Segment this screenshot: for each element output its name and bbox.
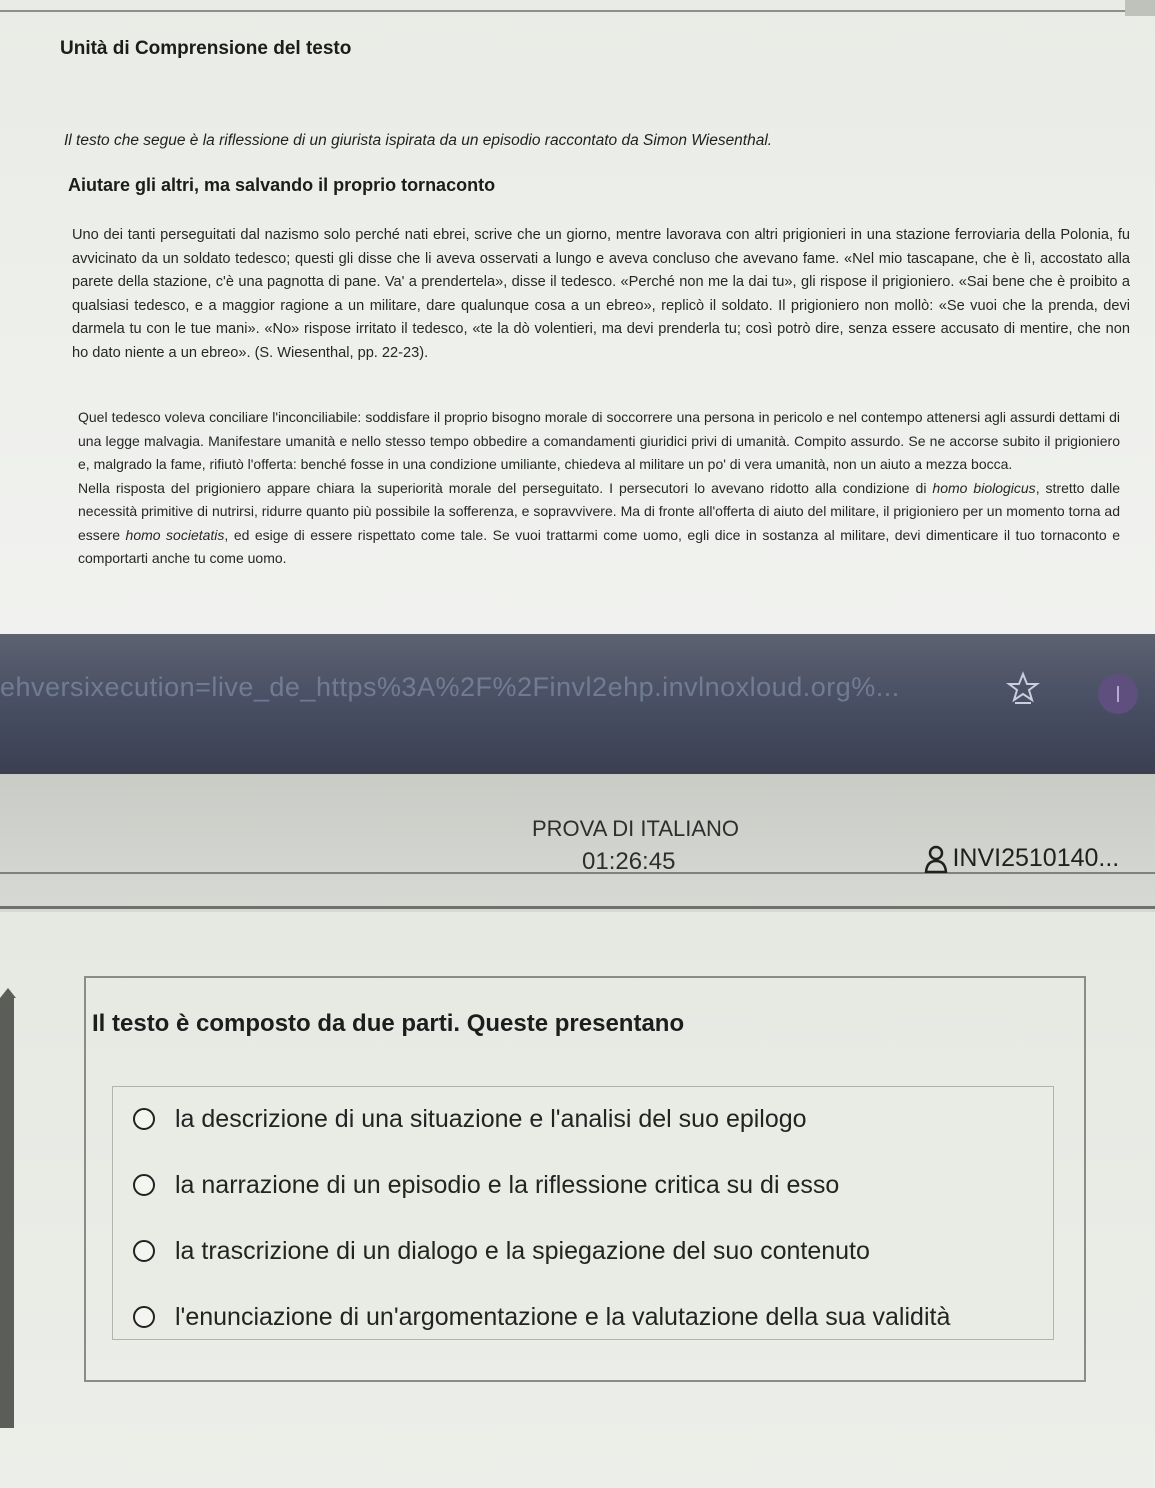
radio-button-icon[interactable] [133,1240,155,1262]
passage-screen [0,0,1155,634]
term-homo-biologicus: homo biologicus [932,479,1036,496]
side-scrollbar[interactable] [0,998,14,1428]
passage-intro: Il testo che segue è la riflessione di un giurista ispirata da un episodio raccontato da Simon Wiesenthal. [64,132,773,149]
question-card-right-border [1084,976,1086,1382]
question-card-left-border [84,976,86,1382]
header-bottom-border [0,906,1155,909]
answer-option-label: la trascrizione di un dialogo e la spiegazione del suo contenuto [175,1236,870,1265]
radio-button-icon[interactable] [133,1174,155,1196]
exam-header [0,774,1155,912]
address-bar[interactable]: ehversixecution=live_de_https%3A%2F%2Finvl2ehp.invlnoxloud.org%... [0,672,900,702]
passage-title: Aiutare gli altri, ma salvando il proprio tornaconto [68,175,496,195]
answer-options [112,1086,1054,1340]
answer-option-4[interactable] [133,1297,950,1337]
radio-button-icon[interactable] [133,1306,155,1328]
passage-paragraph-2b-end: , ed esige di essere rispettato come tale. Se vuoi trattarmi come uomo, egli dice in sostanza al militare, devi dimenticare il tuo tornaconto e comportarti anche tu come uomo. [78,526,1120,566]
unit-title: Unità di Comprensione del testo [60,38,352,59]
collapse-arrow-icon[interactable] [0,988,16,998]
bookmark-star-icon[interactable] [1005,670,1041,706]
answer-option-label: l'enunciazione di un'argomentazione e la valutazione della sua validità [175,1302,951,1331]
user-id: INVI2510140... [952,844,1120,872]
question-text: Il testo è composto da due parti. Queste presentano [92,1010,685,1037]
exam-title: PROVA DI ITALIANO [532,816,740,841]
term-homo-societatis: homo societatis [125,526,225,543]
profile-avatar-icon[interactable] [1098,674,1138,714]
answer-option-3[interactable] [133,1231,870,1271]
passage-paragraph-2b-mid: , stretto dalle necessità primitive di nutrirsi, ridurre quanto più possibile la sofferenza, e sopravvivere. Ma di fronte all'offerta di aiuto del militare, il prigioniero per un momento torna ad essere [78,479,1121,543]
user-icon [924,845,948,873]
answer-option-label: la descrizione di una situazione e l'analisi del suo epilogo [175,1104,807,1133]
screen-edge-corner [1125,0,1155,16]
passage-paragraph-2 [78,406,1120,571]
answer-option-2[interactable] [133,1165,839,1205]
passage-paragraph-2b-start: Nella risposta del prigioniero appare chiara la superiorità morale del perseguitato. I persecutori lo avevano ridotto alla condizione di [78,479,933,496]
question-card-top-border [84,976,1084,978]
answer-option-1[interactable] [133,1099,807,1139]
passage-paragraph-2a: Quel tedesco voleva conciliare l'inconciliabile: soddisfare il proprio bisogno morale di soccorrere una persona in pericolo e nel contempo attenersi agli assurdi dettami di una legge malvagia. Manifestare umanità e nello stesso tempo obbedire a comandamenti giuridici privi di umanità. Compito assurdo. Se ne accorse subito il prigioniero e, malgrado la fame, rifiutò l'offerta: benché fosse in una condizione umiliante, chiedeva al militare un po' di vera umanità, non un aiuto a mezza bocca. [78,409,1120,472]
radio-button-icon[interactable] [133,1108,155,1130]
screen-edge-line [0,10,1155,12]
answer-option-label: la narrazione di un episodio e la riflessione critica su di esso [175,1170,840,1199]
passage-paragraph-1: Uno dei tanti perseguitati dal nazismo solo perché nati ebrei, scrive che un giorno, mentre lavorava con altri prigionieri in una stazione ferroviaria della Polonia, fu avvicinato da un soldato tedesco; questi gli disse che li aveva osservati a lungo e aveva concluso che avevano fame. «Nel mio tascapane, che è lì, accostato alla parete della stazione, c'è una pagnotta di pane. Va' a prendertela», disse il tedesco. «Perché non me la dai tu», gli rispose il prigioniero. «Sai bene che è proibito a qualsiasi tedesco, e a maggior ragione a un militare, dare qualunque cosa a un ebreo», replicò il soldato. Il prigioniero non mollò: «Se vuoi che la prenda, devi darmela tu con le tue mani». «No» rispose irritato il tedesco, «te la dò volentieri, ma devi prenderla tu; così potrò dire, senza essere accusato di mentire, che non ho dato niente a un ebreo». (S. Wiesenthal, pp. 22-23). [72,227,1130,361]
browser-toolbar [0,634,1155,774]
question-card-bottom-line [84,1380,1086,1382]
exam-timer: 01:26:45 [582,848,676,875]
user-info [924,844,1119,873]
